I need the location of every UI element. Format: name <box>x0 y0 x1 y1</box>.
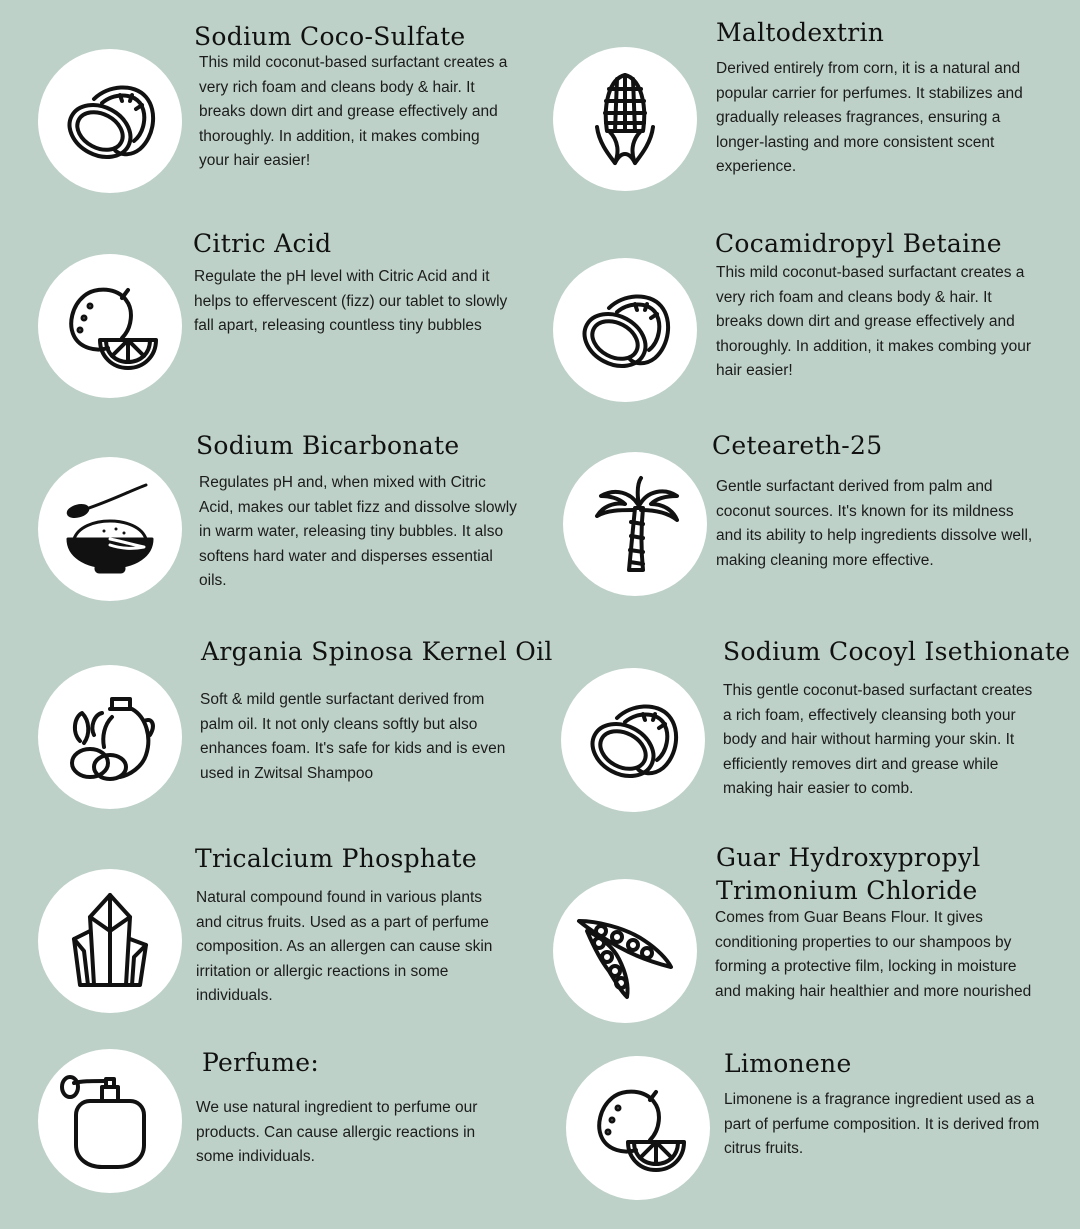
perfume-bottle-icon-circle <box>38 1049 182 1193</box>
ingredient-title: Perfume: <box>202 1048 320 1077</box>
ingredient-title: Guar Hydroxypropyl Trimonium Chloride <box>716 843 981 905</box>
coconut-icon <box>583 690 683 790</box>
argan-oil-icon-circle <box>38 665 182 809</box>
ingredient-description: Derived entirely from corn, it is a natural and popular carrier for perfumes. It stabilizes and gradually releases fragrances, ensuring a longer-lasting and more consistent scent experience. <box>716 60 1023 175</box>
corn-icon-circle <box>553 47 697 191</box>
ingredient-description: Comes from Guar Beans Flour. It gives conditioning properties to our shampoos by forming a protective film, locking in moisture and making hair healthier and more nourished <box>715 909 1032 1000</box>
lemon-icon-circle <box>566 1056 710 1200</box>
ingredient-title: Sodium Cocoyl Isethionate <box>723 637 1071 666</box>
ingredient-description: Regulate the pH level with Citric Acid and it helps to effervescent (fizz) our tablet to slowly fall apart, releasing countless tiny bubbles <box>194 268 508 334</box>
ingredient-title: Sodium Coco-Sulfate <box>194 22 466 51</box>
ingredient-title: Maltodextrin <box>716 18 885 47</box>
ingredient-title: Argania Spinosa Kernel Oil <box>201 637 553 666</box>
palm-tree-icon-circle <box>563 452 707 596</box>
ingredient-description: This mild coconut-based surfactant creates a very rich foam and cleans body & hair. It breaks down dirt and grease effectively and thoroughly. In addition, it makes combing your hair easier! <box>199 54 508 169</box>
ingredient-description: Natural compound found in various plants and citrus fruits. Used as a part of perfume composition. As an allergen can cause skin irritation or allergic reactions in some individuals. <box>196 889 493 1004</box>
ingredient-description: This gentle coconut-based surfactant creates a rich foam, effectively cleansing both your body and hair without harming your skin. It efficiently removes dirt and grease while making hair easier to comb. <box>723 682 1033 797</box>
ingredient-description: This mild coconut-based surfactant creates a very rich foam and cleans body & hair. It breaks down dirt and grease effectively and thoroughly. In addition, it makes combing your hair easier! <box>716 264 1032 379</box>
lemon-icon <box>588 1078 688 1178</box>
lemon-icon <box>60 276 160 376</box>
ingredient-description: Limonene is a fragrance ingredient used as a part of perfume composition. It is derived from citrus fruits. <box>724 1091 1040 1157</box>
bean-pod-icon <box>575 901 675 1001</box>
ingredient-title: Sodium Bicarbonate <box>196 431 460 460</box>
ingredient-description: Regulates pH and, when mixed with Citric Acid, makes our tablet fizz and dissolve slowly in warm water, releasing tiny bubbles. It also softens hard water and disperses essential oils. <box>199 474 517 589</box>
bean-pod-icon-circle <box>553 879 697 1023</box>
ingredient-title: Citric Acid <box>193 229 332 258</box>
ingredient-description: Gentle surfactant derived from palm and coconut sources. It's known for its mildness and its ability to help ingredients dissolve well, making cleaning more effective. <box>716 478 1033 569</box>
perfume-bottle-icon <box>60 1071 160 1171</box>
baking-soda-bowl-icon <box>60 479 160 579</box>
baking-soda-bowl-icon-circle <box>38 457 182 601</box>
coconut-icon-circle <box>553 258 697 402</box>
ingredient-description: We use natural ingredient to perfume our products. Can cause allergic reactions in some individuals. <box>196 1099 478 1165</box>
palm-tree-icon <box>585 474 685 574</box>
crystal-icon <box>60 891 160 991</box>
ingredient-title: Tricalcium Phosphate <box>195 844 477 873</box>
coconut-icon <box>60 71 160 171</box>
crystal-icon-circle <box>38 869 182 1013</box>
argan-oil-icon <box>60 687 160 787</box>
corn-icon <box>575 69 675 169</box>
ingredient-title: Limonene <box>724 1049 852 1078</box>
ingredient-description: Soft & mild gentle surfactant derived from palm oil. It not only cleans softly but also enhances foam. It's safe for kids and is even used in Zwitsal Shampoo <box>200 691 506 782</box>
ingredient-title: Ceteareth-25 <box>712 431 883 460</box>
coconut-icon-circle <box>38 49 182 193</box>
lemon-icon-circle <box>38 254 182 398</box>
coconut-icon-circle <box>561 668 705 812</box>
coconut-icon <box>575 280 675 380</box>
ingredient-title: Cocamidropyl Betaine <box>715 229 1002 258</box>
